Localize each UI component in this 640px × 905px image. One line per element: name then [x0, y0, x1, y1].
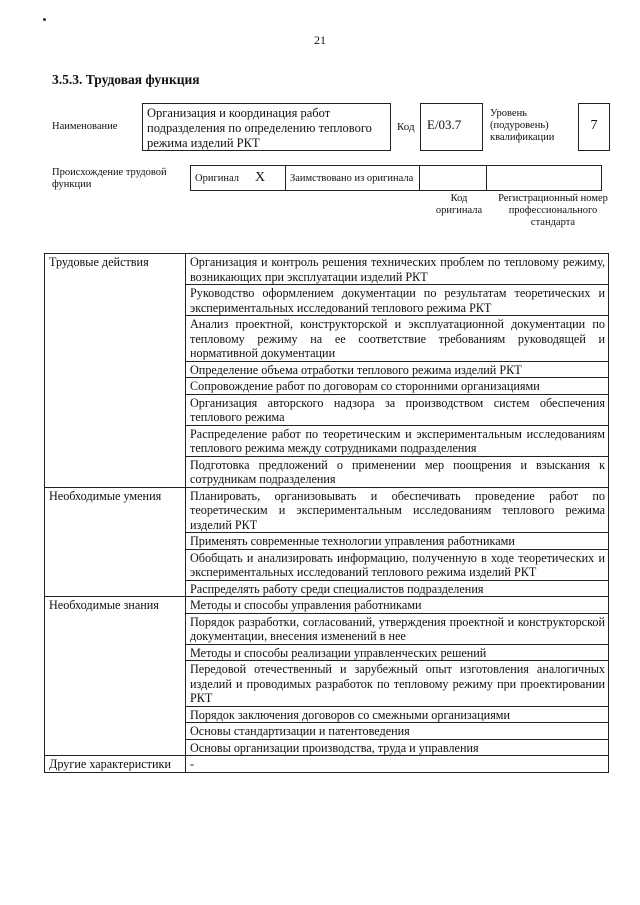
table-row — [45, 597, 609, 614]
page-number: 21 — [314, 33, 326, 47]
category-cell: Необходимые знания — [45, 597, 186, 756]
category-cell: Необходимые умения — [45, 487, 186, 597]
original-mark: X — [251, 166, 286, 191]
item-cell: Порядок заключения договоров со смежными организациями — [186, 706, 609, 723]
item-cell: Передовой отечественный и зарубежный опыт изготовления аналогичных изделий и проводимых разработок по тепловому режиму при проектировании РКТ — [186, 661, 609, 707]
item-cell: Сопровождение работ по договорам со сторонними организациями — [186, 378, 609, 395]
function-details-table — [44, 253, 609, 773]
reg-caption: Регистрационный номер профессионального стандарта — [498, 193, 608, 228]
name-label: Наименование — [52, 121, 118, 132]
reg-number-cell — [487, 166, 602, 191]
code-caption: Код оригинала — [435, 193, 483, 216]
item-cell: Методы и способы реализации управленческих решений — [186, 644, 609, 661]
item-cell: Планировать, организовывать и обеспечивать проведение работ по теоретическим и экспериментальным исследованиям теплового режима изделий РКТ — [186, 487, 609, 533]
item-cell: Основы стандартизации и патентоведения — [186, 723, 609, 740]
item-cell: Анализ проектной, конструкторской и эксплуатационной документации по тепловому режиму на ее соответствие требованиям руководящей и нормативной документации — [186, 316, 609, 362]
item-cell: Обобщать и анализировать информацию, полученную в ходе теоретических и экспериментальных исследований теплового режима изделий РКТ — [186, 549, 609, 580]
category-cell: Другие характеристики — [45, 756, 186, 773]
item-cell: - — [186, 756, 609, 773]
item-cell: Распределение работ по теоретическим и экспериментальным исследованиям теплового режима между сотрудниками подразделения — [186, 425, 609, 456]
scan-speck — [43, 18, 46, 21]
item-cell: Руководство оформлением документации по результатам теоретических и экспериментальных исследований теплового режима РКТ — [186, 285, 609, 316]
category-cell: Трудовые действия — [45, 254, 186, 488]
item-cell: Методы и способы управления работниками — [186, 597, 609, 614]
item-cell: Подготовка предложений о применении мер поощрения и взыскания к сотрудникам подразделения — [186, 456, 609, 487]
function-title: Организация и координация работ подразделения по определению теплового режима изделий РКТ — [142, 103, 391, 151]
level-value: 7 — [578, 103, 610, 151]
table-row — [45, 487, 609, 533]
item-cell: Организация и контроль решения технических проблем по тепловому режиму, возникающих при эксплуатации изделий РКТ — [186, 254, 609, 285]
item-cell: Применять современные технологии управления работниками — [186, 533, 609, 550]
code-label: Код — [397, 121, 415, 133]
item-cell: Основы организации производства, труда и управления — [186, 739, 609, 756]
table-row — [45, 254, 609, 285]
original-code-cell — [420, 166, 487, 191]
original-label: Оригинал — [191, 166, 252, 191]
item-cell: Организация авторского надзора за производством систем обеспечения теплового режима — [186, 394, 609, 425]
borrowed-label: Заимствовано из оригинала — [286, 166, 420, 191]
item-cell: Распределять работу среди специалистов подразделения — [186, 580, 609, 597]
item-cell: Определение объема отработки теплового режима изделий РКТ — [186, 361, 609, 378]
origin-table — [190, 165, 602, 191]
level-label: Уровень (подуровень) квалификации — [490, 108, 555, 143]
section-title: 3.5.3. Трудовая функция — [52, 72, 200, 87]
code-value: E/03.7 — [420, 103, 483, 151]
origin-label: Происхождение трудовой функции — [52, 167, 167, 190]
item-cell: Порядок разработки, согласований, утверждения проектной и конструкторской документации, внесения изменений в нее — [186, 613, 609, 644]
table-row — [45, 756, 609, 773]
